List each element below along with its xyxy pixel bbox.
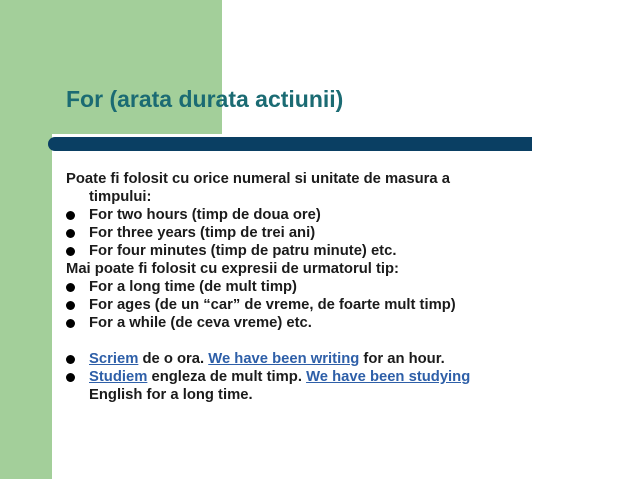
- example-link-english[interactable]: We have been writing: [208, 351, 360, 367]
- decorative-side-band: [0, 134, 52, 479]
- intro-line-2: timpului:: [89, 189, 152, 205]
- example-fragment: English for a long time.: [89, 387, 253, 403]
- bullet-icon: [66, 373, 75, 382]
- list-item: [66, 314, 626, 332]
- intro2-line: Mai poate fi folosit cu expresii de urmatorul tip:: [66, 261, 399, 277]
- example-fragment: de o ora.: [138, 351, 209, 367]
- list-item: [66, 206, 626, 224]
- spacer: [66, 332, 626, 350]
- list-item-text: For three years (timp de trei ani): [89, 225, 316, 241]
- list-item: [66, 278, 626, 296]
- decorative-green-band: [0, 0, 222, 134]
- list-item: [66, 224, 626, 242]
- list-item: [66, 242, 626, 260]
- list-item-text: For ages (de un “car” de vreme, de foarte mult timp): [89, 297, 456, 313]
- bullet-icon: [66, 355, 75, 364]
- bullet-icon: [66, 247, 75, 256]
- intro-line-1: Poate fi folosit cu orice numeral si unitate de masura a: [66, 171, 451, 187]
- example-text: [89, 351, 445, 367]
- example-item: [66, 350, 626, 368]
- list-item-text: For a while (de ceva vreme) etc.: [89, 315, 312, 331]
- example-item: [66, 368, 626, 404]
- list-item-text: For a long time (de mult timp): [89, 279, 297, 295]
- bullet-icon: [66, 301, 75, 310]
- list-item-text: For two hours (timp de doua ore): [89, 207, 321, 223]
- bullet-icon: [66, 283, 75, 292]
- example-fragment: for an hour.: [359, 351, 445, 367]
- list-item-text: For four minutes (timp de patru minute) etc.: [89, 243, 397, 259]
- bullet-icon: [66, 319, 75, 328]
- title-divider-bar: [48, 137, 532, 151]
- example-link-english[interactable]: We have been studying: [306, 369, 471, 385]
- slide-title: For (arata durata actiunii): [66, 86, 344, 112]
- example-link-romanian[interactable]: Scriem: [89, 351, 139, 367]
- slide-body: [66, 170, 626, 404]
- example-fragment: engleza de mult timp.: [147, 369, 307, 385]
- example-link-romanian[interactable]: Studiem: [89, 369, 148, 385]
- list-item: [66, 296, 626, 314]
- bullet-icon: [66, 229, 75, 238]
- bullet-icon: [66, 211, 75, 220]
- example-text: [89, 369, 470, 385]
